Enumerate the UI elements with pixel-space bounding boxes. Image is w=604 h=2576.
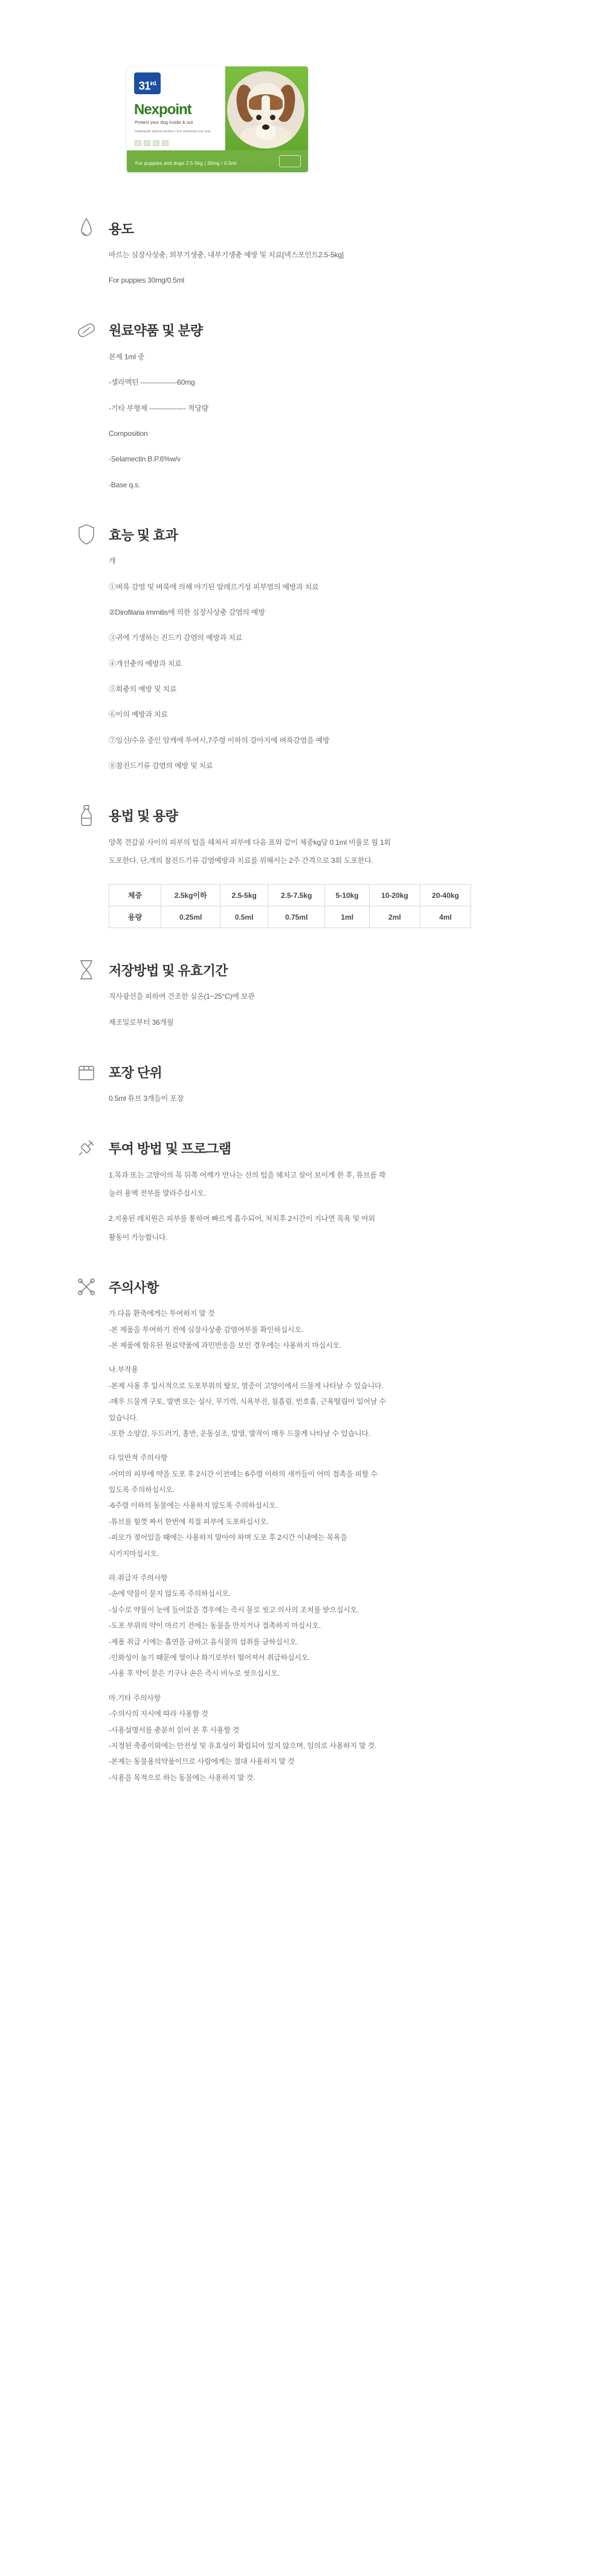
table-header-w4: 5-10kg [325, 885, 370, 906]
caution-e-item-2: -사용설명서를 충분히 읽어 본 후 사용할 것 [109, 1725, 240, 1734]
dog-eye-right [256, 115, 262, 120]
capsule-icon [72, 316, 100, 344]
caution-d-item-2: -실수로 약물이 눈에 들어갔을 경우에는 즉시 물로 씻고 의사의 조치를 받으십시오. [109, 1605, 359, 1614]
package-tagline: Protect your dog inside & out [135, 120, 193, 125]
caution-c-item-1: -어미의 피부에 약을 도포 후 2시간 이전에는 6주령 이하의 새끼들이 어미 접촉을 피할 수 [109, 1469, 378, 1478]
section-caution-body [72, 1306, 532, 1786]
dosage-table [109, 884, 471, 928]
section-efficacy-title: 효능 및 효과 [109, 527, 178, 543]
section-usage-body [72, 247, 532, 289]
badge-suffix: in1 [150, 80, 156, 86]
section-caution-title: 주의사항 [109, 1280, 159, 1295]
section-packaging-body [72, 1091, 532, 1106]
table-cell-dose-2: 0.5ml [220, 906, 268, 928]
section-efficacy [72, 521, 532, 774]
table-header-w5: 10-20kg [370, 885, 420, 906]
package-icon-1 [135, 140, 141, 146]
ingredients-line-4: Composition [109, 429, 148, 438]
section-administration-header [72, 1135, 532, 1162]
caution-d-item-6: -사용 후 약이 묻은 기구나 손은 즉시 비누로 씻으십시오. [109, 1669, 280, 1678]
warning-icon [72, 1273, 100, 1301]
section-administration-title: 투여 방법 및 프로그램 [109, 1141, 231, 1157]
caution-head-d: 라.취급자 주의사항 [109, 1574, 168, 1583]
section-usage-title: 용도 [109, 221, 134, 237]
administration-line-4: 활동이 가능합니다. [109, 1232, 168, 1242]
section-efficacy-body [72, 553, 532, 774]
dog-photo [227, 71, 304, 149]
administration-line-1: 1.목과 또는 고양이의 목 뒤쪽 어깨가 만나는 선의 털을 헤치고 살이 보이게 한 후, 튜브를 꽉 [109, 1170, 386, 1179]
packaging-line-1: 0.5ml 튜브 3개들이 포장 [109, 1094, 184, 1103]
section-dosage [72, 802, 532, 929]
section-packaging-title: 포장 단위 [109, 1065, 162, 1080]
dosage-table-wrapper [72, 884, 532, 928]
caution-d-item-4: -제품 취급 시에는 흡연을 금하고 음식물의 섭취를 금하십시오. [109, 1637, 298, 1646]
section-storage-title: 저장방법 및 유효기간 [109, 963, 228, 978]
section-usage [72, 214, 532, 289]
caution-e-item-3: -지정된 축종이외에는 안전성 및 유효성이 확립되어 있지 않으며, 임의로 사용하지 말 것. [109, 1741, 377, 1750]
dog-blaze [262, 95, 270, 116]
caution-head-b: 나.부작용 [109, 1365, 138, 1374]
ingredients-line-3: -기타 부형제 ---------------- 적당량 [109, 403, 209, 412]
table-header-w2: 2.5-5kg [220, 885, 268, 906]
caution-e-item-1: -수의사의 지시에 따라 사용할 것 [109, 1709, 208, 1719]
caution-head-e: 마.기타 주의사항 [109, 1693, 161, 1702]
table-cell-dose-6: 4ml [420, 906, 471, 928]
section-storage-header [72, 956, 532, 984]
package-bottom-text: For puppies and dogs 2.5-5kg | 30mg / 0.5ml [135, 161, 237, 166]
section-storage [72, 956, 532, 1030]
ingredients-line-6: -Base q.s. [109, 480, 141, 489]
table-row-header [109, 885, 471, 906]
package-icon-2 [144, 140, 150, 146]
usage-line-1: 바르는 심장사상충, 외부기생충, 내부기생충 예방 및 치료[넥스포인트2.5-5kg] [109, 251, 344, 259]
section-dosage-body [72, 835, 532, 869]
caution-c-item-3: -6주령 이하의 동물에는 사용하지 않도록 주의하십시오. [109, 1501, 278, 1510]
dropper-icon [72, 214, 100, 242]
shield-icon [72, 521, 100, 548]
section-dosage-title: 용법 및 용량 [109, 809, 178, 824]
table-cell-dose-5: 2ml [370, 906, 420, 928]
ingredients-line-1: 본제 1ml 중 [109, 352, 145, 361]
caution-head-a: 가.다음 환축에게는 투여하지 말 것 [109, 1309, 215, 1318]
caution-d-item-5: -인화성이 높기 때문에 열이나 화기로부터 떨어져서 취급하십시오. [109, 1653, 310, 1662]
section-packaging [72, 1058, 532, 1106]
caution-c-item-5: -피모가 젖어있을 때에는 사용하지 말아야 하며 도포 후 2시간 이내에는 목욕을 [109, 1533, 347, 1542]
section-ingredients [72, 316, 532, 493]
box-icon [72, 1058, 100, 1086]
table-cell-dose-4: 1ml [325, 906, 370, 928]
section-ingredients-body [72, 349, 532, 493]
dosage-line-1: 양쪽 견갑골 사이의 피부의 털을 헤쳐서 피부에 다음 표와 같이 체중kg당 0.1ml 비율로 월 1회 [109, 838, 391, 847]
ingredients-line-2: -셀라멕틴 ----------------60mg [109, 378, 195, 387]
usage-line-2: For puppies 30mg/0.5ml [109, 276, 184, 285]
dog-eye-left [270, 115, 275, 120]
caution-a-item-1: -본 제품을 투여하기 전에 심장사상충 감염여부를 확인하십시오. [109, 1325, 303, 1334]
efficacy-line-4: ③귀에 기생하는 진드기 감염의 예방과 치료 [109, 633, 243, 642]
package-weight-box [279, 155, 301, 167]
caution-b-item-2: -매우 드물게 구토, 발변 또는 설사, 무기력, 식욕부진, 침흘림, 빈호흡, 근육떨림이 일어날 수 [109, 1397, 386, 1406]
table-header-w6: 20-40kg [420, 885, 471, 906]
caution-d-item-3: -도포 부위의 약이 마르기 전에는 동물을 만지거나 접촉하지 마십시오. [109, 1621, 321, 1630]
dog-head [247, 83, 284, 123]
storage-line-2: 제조일로부터 36개월 [109, 1017, 174, 1027]
caution-c-item-2: 있도록 주의하십시오. [109, 1485, 175, 1495]
caution-b-item-1: -본제 사용 후 일시적으로 도포부위의 탈모, 염증이 고양이에서 드물게 나타날 수 있습니다. [109, 1381, 384, 1390]
efficacy-line-1: 개 [109, 557, 116, 566]
package-brand-name: Nexpoint [134, 101, 191, 118]
table-header-w3: 2.5-7.5kg [268, 885, 325, 906]
dog-nose [262, 124, 269, 130]
ingredients-line-5: -Selamectin B.P.6%w/v [109, 455, 181, 464]
caution-a-item-2: -본 제품에 함유된 원료약품에 과민반응을 보인 경우에는 사용하지 마십시오. [109, 1341, 342, 1350]
section-ingredients-title: 원료약품 및 분량 [109, 323, 203, 339]
caution-e-item-4: -본제는 동물용의약품이므로 사람에게는 절대 사용하지 말 것 [109, 1757, 295, 1766]
section-efficacy-header [72, 521, 532, 548]
table-header-weight: 체중 [109, 885, 161, 906]
efficacy-line-9: ⑧참진드기류 감염의 예방 및 치료 [109, 761, 213, 771]
administration-line-2: 눌러 용액 전부를 발라주십시오. [109, 1188, 206, 1197]
section-caution-header [72, 1273, 532, 1301]
product-package-image [127, 66, 308, 172]
efficacy-line-6: ⑤회충의 예방 및 치료 [109, 685, 177, 694]
dosage-line-2: 도포한다. 단,개의 참진드기류 감염예방과 치료를 위해서는 2주 간격으로 3회 도포한다. [109, 856, 373, 865]
caution-head-c: 다.일반적 주의사항 [109, 1453, 168, 1463]
package-badge [134, 72, 161, 94]
efficacy-line-8: ⑦임신/수유 중인 암캐에 투여시,7주령 이하의 강아지에 벼룩감염을 예방 [109, 735, 330, 745]
storage-line-1: 직사광선을 피하여 건조한 실온(1~25°C)에 보관 [109, 992, 255, 1001]
section-packaging-header [72, 1058, 532, 1086]
table-row-dose [109, 906, 471, 928]
bottle-icon [72, 802, 100, 830]
section-ingredients-header [72, 316, 532, 344]
caution-b-item-4: -또한 소양감, 두드러기, 홍반, 운동실조, 발열, 발작이 매우 드물게 나타날 수 있습니다. [109, 1429, 371, 1438]
section-caution [72, 1273, 532, 1786]
efficacy-line-7: ⑥이의 예방과 치료 [109, 710, 168, 719]
package-fineprint: Selamectin topical solution / For veterinary use only [135, 130, 211, 133]
section-dosage-header [72, 802, 532, 830]
hourglass-icon [72, 956, 100, 984]
table-cell-dose-3: 0.75ml [268, 906, 325, 928]
badge-number: 31 [138, 80, 150, 93]
section-storage-body [72, 988, 532, 1030]
caution-b-item-3: 있습니다. [109, 1413, 138, 1422]
caution-d-item-1: -손에 약물이 묻지 않도록 주의하십시오. [109, 1589, 231, 1598]
efficacy-line-3: ②Dirofilaria immitis에 의한 심장사상충 감염의 예방 [109, 607, 265, 617]
caution-c-item-6: 시키지마십시오. [109, 1549, 159, 1558]
table-rowlabel-dose: 용량 [109, 906, 161, 928]
content-column [72, 0, 532, 1786]
caution-e-item-5: -식용을 목적으로 하는 동물에는 사용하지 말 것. [109, 1773, 255, 1782]
package-icon-4 [162, 140, 169, 146]
table-header-w1: 2.5kg이하 [161, 885, 220, 906]
package-icon-3 [153, 140, 159, 146]
package-icon-row [135, 140, 169, 146]
efficacy-line-2: ①벼룩 감염 및 벼룩에 의해 야기된 알레르기성 피부염의 예방과 치료 [109, 582, 319, 591]
section-administration-body [72, 1167, 532, 1246]
section-usage-header [72, 214, 532, 242]
table-cell-dose-1: 0.25ml [161, 906, 220, 928]
caution-c-item-4: -튜브를 힘껏 짜서 한번에 직접 피부에 도포하십시오. [109, 1517, 269, 1526]
product-image-wrapper [72, 66, 532, 172]
administration-line-3: 2.지용된 레치원은 피부를 통하여 빠르게 흡수되어, 처치후 2시간이 지나면 목욕 및 야외 [109, 1214, 376, 1223]
efficacy-line-5: ④개선충의 예방과 치료 [109, 659, 182, 668]
syringe-icon [72, 1135, 100, 1162]
section-administration [72, 1135, 532, 1246]
